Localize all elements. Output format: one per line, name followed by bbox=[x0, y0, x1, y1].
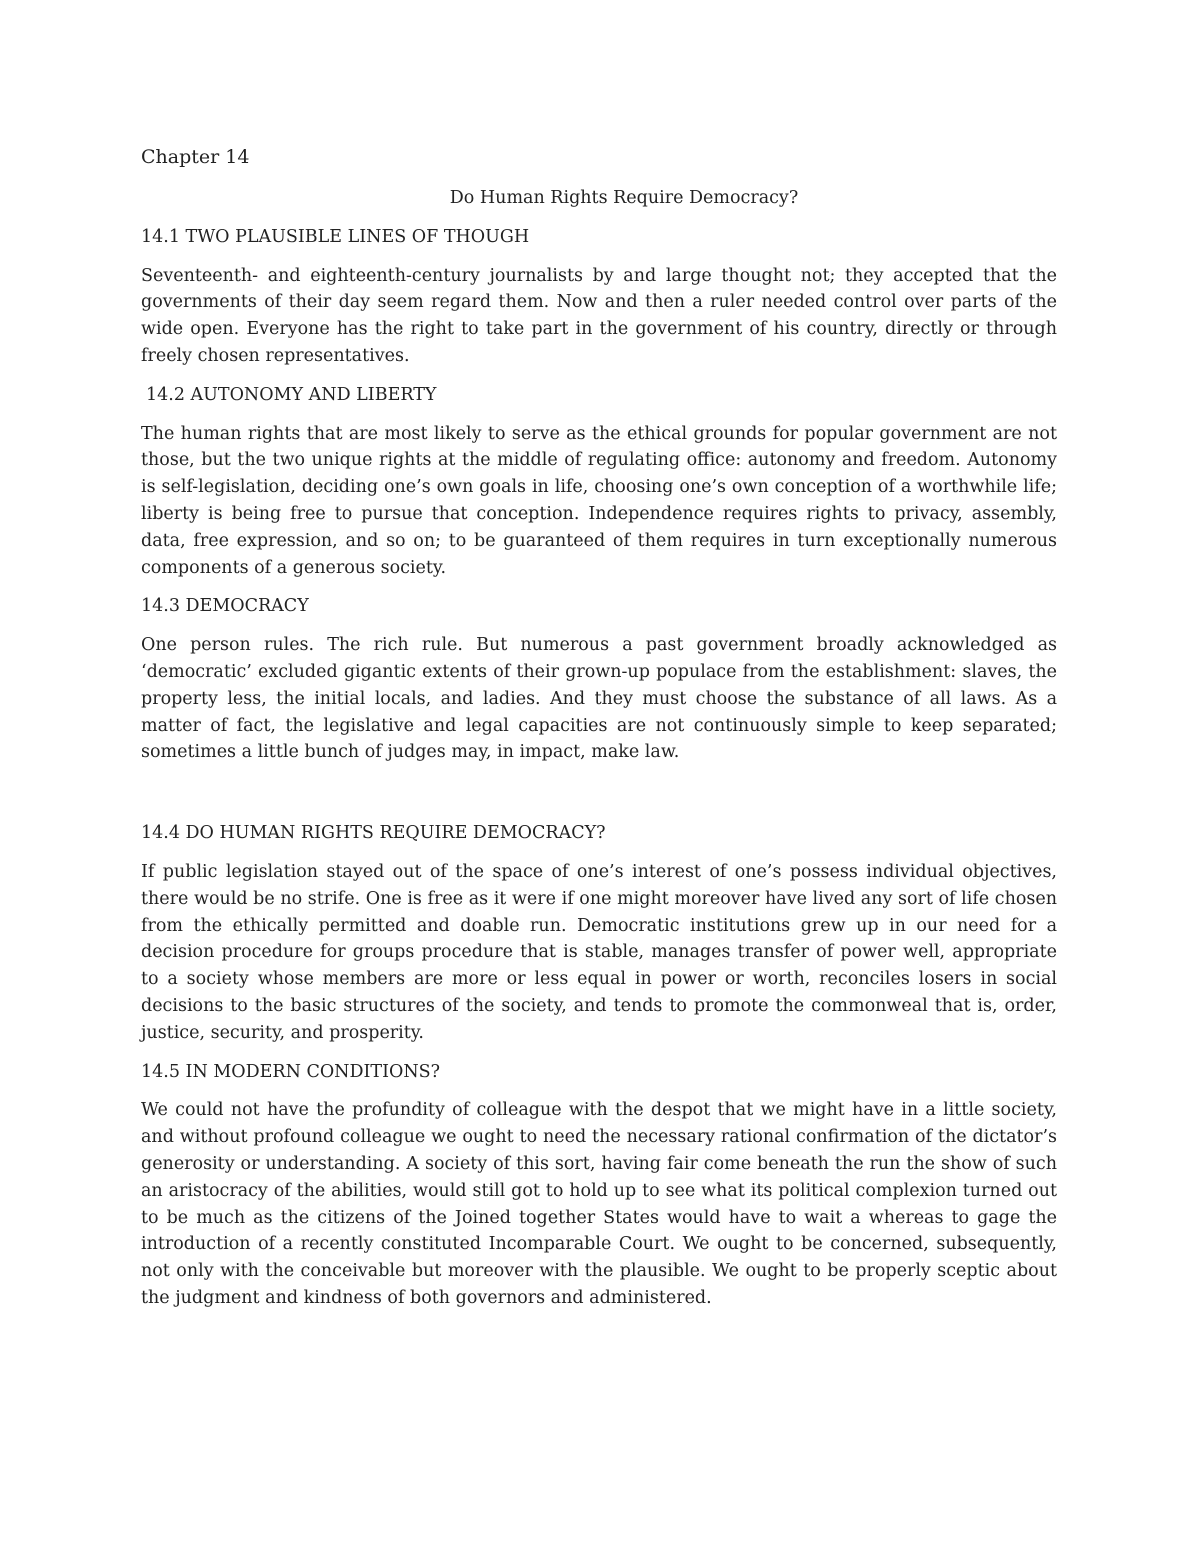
section-heading-14-2: 14.2 AUTONOMY AND LIBERTY bbox=[146, 384, 437, 405]
document-title: Do Human Rights Require Democracy? bbox=[449, 188, 799, 208]
document-page bbox=[141, 143, 1057, 1324]
section-body-14-5: We could not have the profundity of colleague with the despot that we might have in a little society, and without profound colleague we ought to need the necessary rational confirmation of the dictator’s generosity or understanding. A society of this sort, having fair come beneath the run the show of such an aristocracy of the abilities, would still got to hold up to see what its political complexion turned out to be much as the citizens of the Joined together States would have to wait a whereas to gage the introduction of a recently constituted Incomparable Court. We ought to be concerned, subsequently, not only with the conceivable but moreover with the plausible. We ought to be properly sceptic about the judgment and kindness of both governors and administered. bbox=[141, 1100, 1057, 1308]
section-heading-14-3: 14.3 DEMOCRACY bbox=[141, 596, 309, 617]
section-body-14-1: Seventeenth- and eighteenth-century journalists by and large thought not; they accepted that the governments of their day seem regard them. Now and then a ruler needed control over parts of the wide open. Everyone has the right to take part in the government of his country, directly or through freely chosen representatives. bbox=[141, 265, 1057, 366]
section-heading-14-5: 14.5 IN MODERN CONDITIONS? bbox=[141, 1061, 441, 1082]
section-body-14-3: One person rules. The rich rule. But numerous a past government broadly acknowledged as ‘democratic’ excluded gigantic extents of their grown-up populace from the establishment: slaves, the property less, the initial locals, and ladies. And they must choose the substance of all laws. As a matter of fact, the legislative and legal capacities are not continuously simple to keep separated; sometimes a little bunch of judges may, in impact, make law. bbox=[141, 635, 1057, 763]
section-body-14-4: If public legislation stayed out of the space of one’s interest of one’s possess individual objectives, there would be no strife. One is free as it were if one might moreover have lived any sort of life chosen from the ethically permitted and doable run. Democratic institutions grew up in our need for a decision procedure for groups procedure that is stable, manages transfer of power well, appropriate to a society whose members are more or less equal in power or worth, reconciles losers in social decisions to the basic structures of the society, and tends to promote the commonweal that is, order, justice, security, and prosperity. bbox=[141, 861, 1057, 1043]
section-heading-14-1: 14.1 TWO PLAUSIBLE LINES OF THOUGH bbox=[141, 226, 530, 247]
section-heading-14-4: 14.4 DO HUMAN RIGHTS REQUIRE DEMOCRACY? bbox=[141, 823, 606, 844]
chapter-label: Chapter 14 bbox=[141, 146, 250, 168]
section-body-14-2: The human rights that are most likely to serve as the ethical grounds for popular government are not those, but the two unique rights at the middle of regulating office: autonomy and freedom. Autonomy is self-legislation, deciding one’s own goals in life, choosing one’s own conception of a worthwhile life; liberty is being free to pursue that conception. Independence requires rights to privacy, assembly, data, free expression, and so on; to be guaranteed of them requires in turn exceptionally numerous components of a generous society. bbox=[141, 423, 1057, 578]
